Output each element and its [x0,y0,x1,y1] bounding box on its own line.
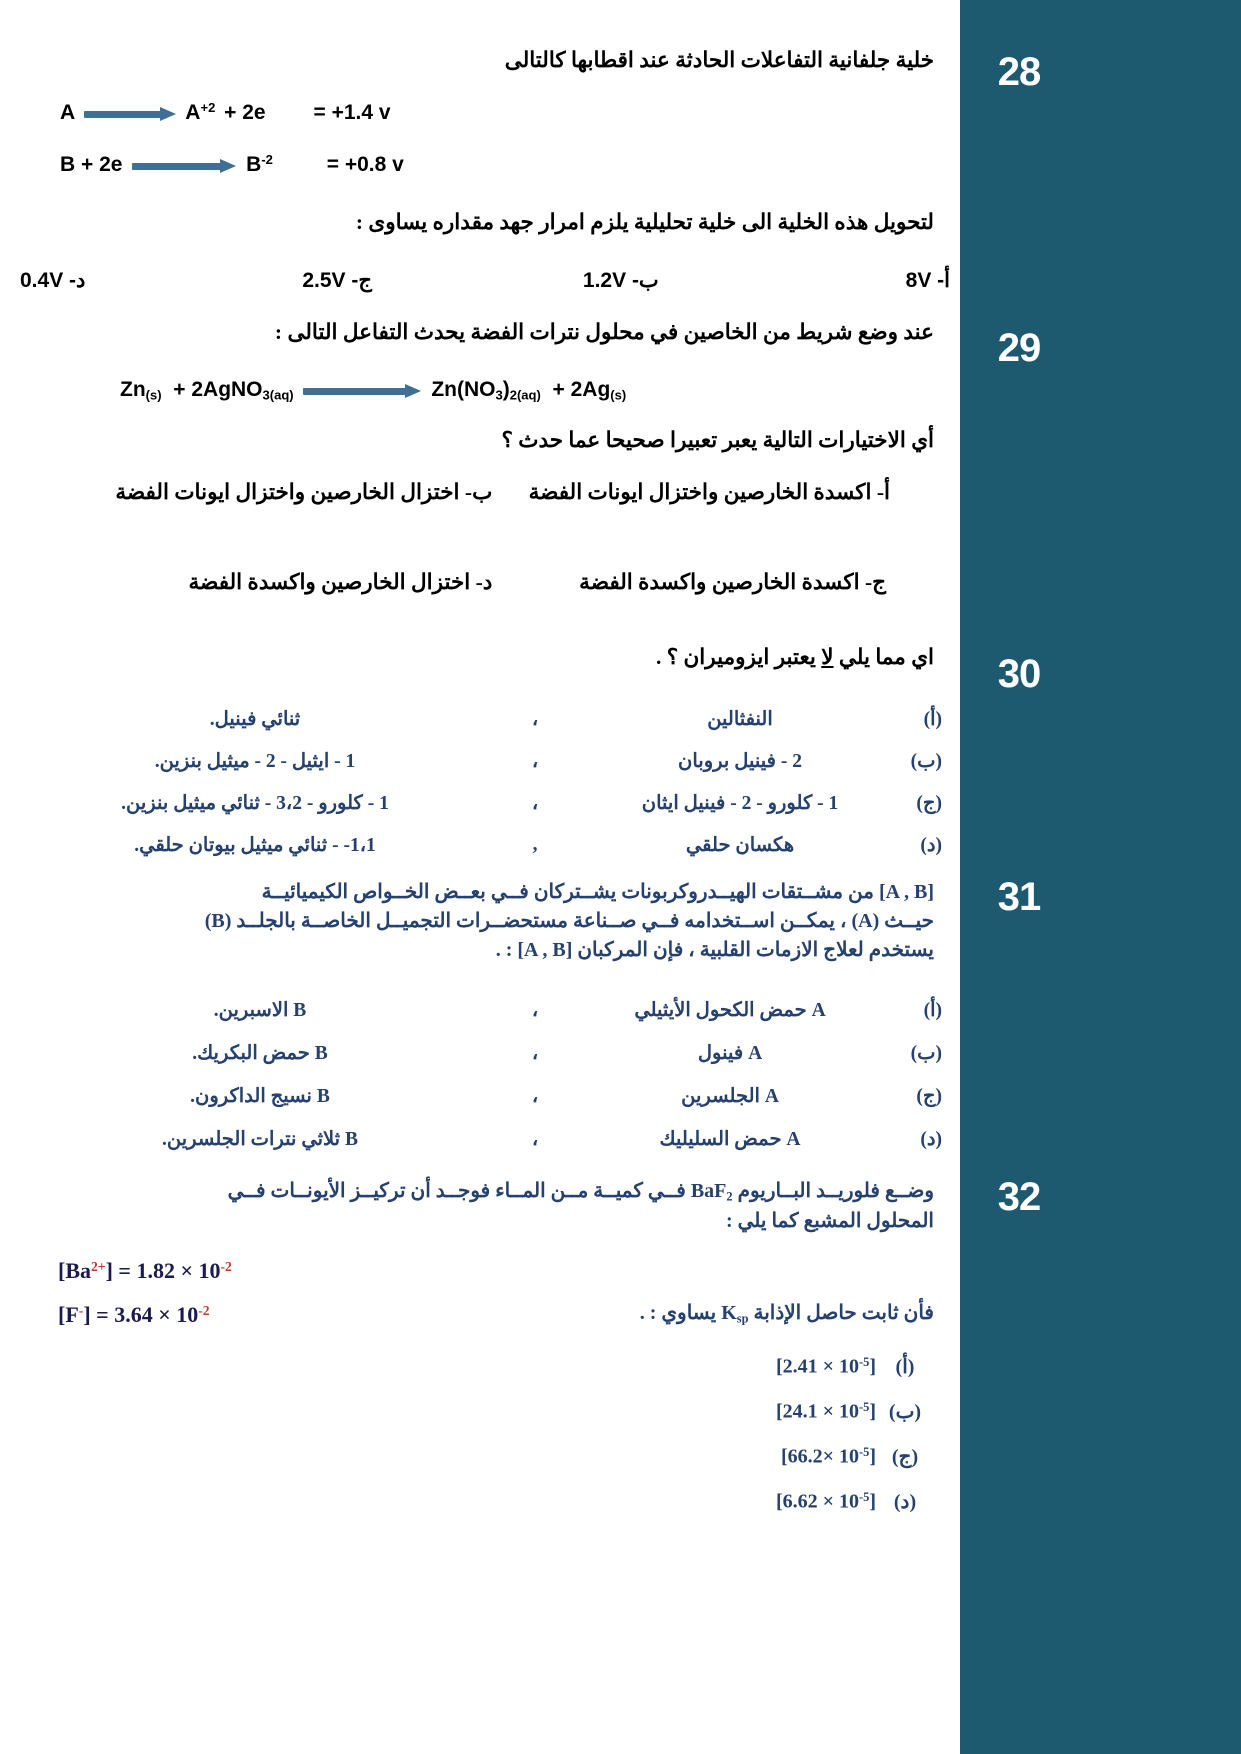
q32-option-a[interactable] [634,1344,934,1389]
q32-option-c-value: $[66.2\times 10^{-5}]$ [780,1444,876,1468]
q31-option-d-label-a: A [786,1128,801,1150]
q29-option-a[interactable] [508,480,948,505]
q28-equation-2 [60,152,620,177]
q30-option-a-second: ثنائي فينيل. [209,709,301,730]
q30-option-a-tag: (أ) [923,709,942,730]
q28-eq2-charge: -2 [261,152,273,167]
q31-option-d-sep: ، [531,1128,539,1150]
q30-option-a-first: النفثالين [707,709,773,730]
q30-option-d-first: هكسان حلقي [685,835,795,856]
q28-option-c-text: 2.5V [302,269,346,292]
q31-options [30,988,942,1160]
q32-option-d-tag: (د) [893,1491,917,1513]
q30-option-b[interactable] [30,740,942,782]
reaction-arrow-icon [84,108,176,118]
q32-option-b[interactable] [634,1389,934,1434]
q32-f-bracket-open: [ [58,1302,66,1327]
q29-option-d-tag: د- [475,570,493,594]
q29-stem: عند وضع شريط من الخاصين في محلول نترات الفضة يحدث التفاعل التالى : [274,320,934,344]
q31-option-b-compound-b [30,1041,490,1065]
q31-option-a-label-b: B [293,999,307,1021]
q32-ba-charge: 2+ [91,1258,106,1274]
q30-stem-after: يعتبر ايزوميران ؟ . [655,645,822,669]
q28-eq2-left: B + 2e [60,152,123,176]
q28-option-a[interactable] [870,268,950,293]
q30-option-c-tag: (ج) [916,793,942,814]
q30-option-c-second: 1 - كلورو - 3،2 - ثنائي ميثيل بنزين. [121,793,389,814]
q32-stem-line-2: المحلول المشبع كما يلي : [725,1210,934,1233]
q32-option-d[interactable] [634,1479,934,1524]
q32-ksp-symbol: $K_{sp}$ [721,1302,749,1326]
q31-option-b-compound-a [580,1041,880,1065]
q30-option-d-sep: , [532,834,538,855]
q29-option-b-text: اختزال الخارصين واختزال ايونات الفضة [115,480,460,504]
q28-option-b-tag: ب- [631,269,659,292]
q28-eq1-charge: +2 [200,100,216,115]
q32-option-d-value: $[6.62 \times 10^{-5}]$ [775,1489,876,1513]
q28-option-b-text: 1.2V [582,269,627,292]
q32-option-a-tag: (أ) [895,1356,915,1378]
q31-option-c-compound-b [30,1084,490,1108]
question-number-rail [960,0,1241,1754]
question-number-30: 30 [997,652,1041,696]
q31-option-b[interactable] [30,1031,942,1074]
q28-option-a-tag: أ- [937,269,950,292]
q31-option-a-label-a: A [811,999,826,1021]
q30-option-d-second: 1،1- - ثنائي ميثيل بيوتان حلقي. [134,835,376,856]
q32-options [634,1344,934,1524]
q31-stem-line-2 [28,907,934,936]
q31-label-b: (B) [204,910,232,932]
q31-option-a-tag: (أ) [923,999,942,1021]
q28-stem: خلية جلفانية التفاعلات الحادثة عند اقطابها كالتالى [504,48,934,72]
q30-option-c-sep: ، [531,793,539,814]
q28-option-d[interactable] [20,268,91,293]
q31-stem-line3-end: : . [495,939,518,961]
q30-option-b-sep: ، [531,751,539,772]
q31-option-b-text-b: حمض البكريك. [192,1042,310,1064]
q32-f-value: 3.64 × 10 [114,1302,199,1327]
q32-option-b-value: $[24.1 \times 10^{-5}]$ [775,1399,876,1423]
q32-stem [28,1176,934,1236]
q31-stem-line1-text: من مشــتقات الهيــدروكربونات يشــتركان فــي بعــض الخــواص الكيميائيــة [261,881,879,903]
q28-option-d-tag: د- [69,269,86,292]
question-number-29: 29 [997,326,1041,370]
q31-stem-line2-c: حيــث [879,910,934,932]
q32-ba-value: 1.82 × 10 [136,1258,221,1283]
q31-option-c-label-b: B [316,1085,330,1107]
q32-option-b-tag: (ب) [888,1401,922,1423]
q28-eq1-rest: + 2e [224,100,266,124]
q28-equation-1 [60,100,620,125]
q29-options-row-1 [32,480,948,505]
q30-stem-before: اي مما يلي [833,645,934,669]
q32-ba-exponent: -2 [220,1258,232,1274]
q31-option-b-label-a: A [748,1042,763,1064]
q31-option-b-text-a: فينول [697,1042,744,1064]
q30-option-b-second: 1 - ايثيل - 2 - ميثيل بنزين. [154,751,356,772]
q32-stem-line1-a: وضــع فلوريــد البــاريوم [732,1180,934,1202]
q29-eq-reactants: $Zn_{(s)}$ + 2AgNO$_{3(aq)}$ [120,378,294,403]
reaction-arrow-icon [132,160,236,170]
q32-f-exponent: -2 [198,1302,210,1318]
q30-option-c[interactable] [30,782,942,824]
q30-option-c-first: 1 - كلورو - 2 - فينيل ايثان [641,793,839,814]
q31-option-d-compound-b [30,1127,490,1151]
q32-stem-line1-b: فــي كميــة مــن المــاء فوجــد أن تركيــز الأيونــات فــي [227,1180,691,1202]
q32-ba-species: Ba [65,1258,92,1283]
q30-option-a[interactable] [30,698,942,740]
q31-option-c-label-a: A [764,1085,779,1107]
q29-option-c-tag: ج- [864,570,886,594]
q29-equation [120,378,840,403]
q29-option-b-tag: ب- [464,480,493,504]
q29-option-d[interactable] [32,570,508,595]
q31-option-a-text-a: حمض الكحول الأيثيلي [634,999,807,1021]
q28-options [20,268,950,293]
q31-stem-line-3 [28,936,934,965]
q32-sub-stem-b: يساوي : . [639,1302,722,1324]
q32-sub-stem-a: فأن ثابت حاصل الإذابة [748,1302,934,1324]
q32-ba-bracket-open: [ [58,1258,66,1283]
q31-option-d-tag: (د) [920,1128,942,1150]
q28-sub-stem: لتحويل هذه الخلية الى خلية تحليلية يلزم امرار جهد مقداره يساوى : [355,210,934,234]
q31-option-b-sep: ، [531,1042,539,1064]
q32-stem-line-1 [28,1176,934,1206]
q29-option-d-text: اختزال الخارصين واكسدة الفضة [188,570,471,594]
q31-label-ab-2: [A , B] [517,939,573,961]
q30-option-b-tag: (ب) [910,751,942,772]
q31-option-d[interactable] [30,1117,942,1160]
q29-option-a-text: اكسدة الخارصين واختزال ايونات الفضة [528,480,872,504]
q31-option-d-label-b: B [344,1128,358,1150]
q32-formula-baf2: BaF$_2$ [690,1180,733,1204]
q31-option-c-sep: ، [531,1085,539,1107]
q31-option-c-text-b: نسيج الداكرون. [190,1085,312,1107]
q28-option-c-tag: ج- [351,269,372,292]
q31-option-b-label-b: B [314,1042,328,1064]
q28-option-a-text: 8V [905,269,932,292]
q29-eq-products: $Zn(NO_3)_{2(aq)} + 2Ag_{(s)}$ [431,378,627,403]
q28-option-c[interactable] [302,268,372,293]
q31-option-a-sep: ، [531,999,539,1021]
q28-eq2-product: B [246,152,262,176]
q30-option-a-sep: ، [531,709,539,730]
q32-option-a-value: $[2.41 \times 10^{-5}]$ [775,1354,876,1378]
q30-stem-underlined: لا [821,645,834,669]
q28-eq1-value: = +1.4 v [313,100,391,124]
q32-f-charge: - [78,1302,84,1318]
q32-option-c-tag: (ج) [891,1446,919,1468]
q28-eq1-product: A [185,100,201,124]
q32-concentration-f [58,1302,210,1328]
q29-option-b[interactable] [32,480,508,505]
q31-option-c-compound-a [580,1084,880,1108]
q31-option-a[interactable] [30,988,942,1031]
q31-option-a-compound-a [580,998,880,1022]
q31-stem-line3-text: يستخدم لعلاج الازمات القلبية ، فإن المركبان [572,939,934,961]
q31-option-d-compound-a [580,1127,880,1151]
q31-option-a-text-b: الاسبرين. [213,999,289,1021]
q32-option-c[interactable] [634,1434,934,1479]
q31-stem [28,878,934,965]
q32-f-species: F [65,1302,79,1327]
q32-concentration-ba [58,1258,232,1284]
q31-label-a: (A) [851,910,880,932]
q28-option-d-text: 0.4V [20,269,64,292]
q31-option-c-tag: (ج) [916,1085,942,1107]
q30-stem [34,645,934,670]
q30-option-d-tag: (د) [920,835,942,856]
q32-ba-eq: ] = [105,1258,137,1283]
q30-option-b-first: 2 - فينيل بروبان [678,751,802,772]
q31-option-a-compound-b [30,998,490,1022]
q29-option-c-text: اكسدة الخارصين واكسدة الفضة [579,570,860,594]
q31-option-d-text-b: ثلاثي نترات الجلسرين. [162,1128,341,1150]
q31-stem-line2-mid: ، يمكــن اســتخدامه فــي صــناعة مستحضــرات التجميــل الخاصــة بالجلــد [231,910,852,932]
q30-option-d[interactable] [30,824,942,866]
q31-option-b-tag: (ب) [910,1042,942,1064]
reaction-arrow-icon [303,385,421,395]
q31-stem-line-1 [28,878,934,907]
q31-option-c-text-a: الجلسرين [681,1085,760,1107]
q31-option-c[interactable] [30,1074,942,1117]
q31-option-d-text-a: حمض السليليك [659,1128,782,1150]
q30-options [30,698,942,866]
q32-f-eq: ] = [83,1302,115,1327]
q31-label-ab-1: [A , B] [879,881,934,903]
q29-option-c[interactable] [508,570,948,595]
q28-option-b[interactable] [583,268,659,293]
q28-eq1-left: A [60,100,75,124]
question-number-28: 28 [997,50,1041,94]
question-number-32: 32 [997,1175,1041,1219]
q32-sub-stem [404,1300,934,1326]
q29-sub-stem: أي الاختيارات التالية يعبر تعبيرا صحيحا عما حدث ؟ [501,428,934,452]
q29-options-row-2 [32,570,948,595]
q29-option-a-tag: أ- [876,480,890,504]
question-number-31: 31 [997,875,1041,919]
q28-eq2-value: = +0.8 v [326,152,404,176]
